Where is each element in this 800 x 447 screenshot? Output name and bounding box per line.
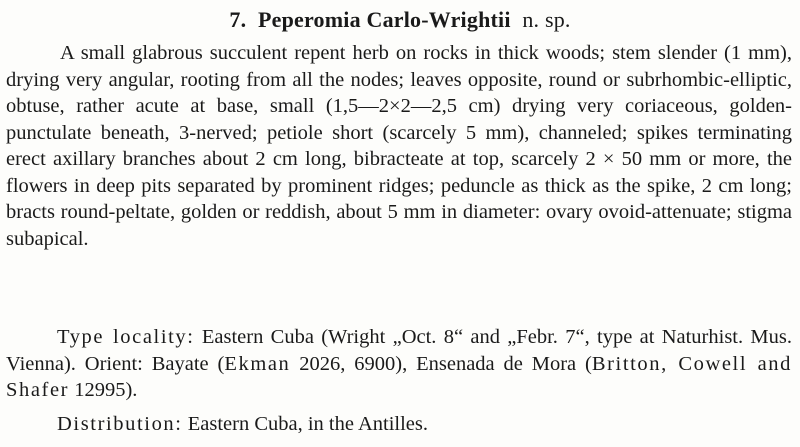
distribution-label: Distribution: — [57, 413, 183, 435]
species-number: 7. — [229, 7, 247, 32]
distribution-paragraph — [6, 411, 792, 438]
distribution-text: Eastern Cuba, in the Antilles. — [182, 413, 428, 435]
type-locality-paragraph — [6, 324, 792, 404]
collectors-britton: Britton, Cowell and Shafer — [6, 352, 793, 401]
type-locality-text-3: 12995). — [69, 379, 138, 401]
type-locality-text: Eastern Cuba (Wright „Oct. 8“ and „Febr. 7“, type at Naturhist. Mus. Vienna). Orient: Bayate ( — [6, 326, 793, 375]
collector-ekman: Ekman — [224, 352, 291, 375]
type-locality-label: Type locality: — [57, 326, 195, 348]
species-heading — [0, 6, 800, 34]
new-species-note: n. sp. — [522, 7, 571, 32]
species-description: A small glabrous succulent repent herb on rocks in thick woods; stem slender (1 mm), drying very angular, rooting from all the nodes; leaves opposite, round or subrhombic-elliptic, obtuse, rather acute at base, small (1,5—2×2—2,5 cm) drying very coriaceous, golden-punctulate beneath, 3-nerved; petiole short (scarcely 5 mm), channeled; spikes terminating erect axillary branches about 2 cm long, bibracteate at top, scarcely 2 × 50 mm or more, the flowers in deep pits separated by prominent ridges; peduncle as thick as the spike, 2 cm long; bracts round-peltate, golden or reddish, about 5 mm in diameter: ovary ovoid-attenuate; stigma subapical. — [6, 42, 792, 250]
type-locality-text-2: 2026, 6900), Ensenada de Mora ( — [290, 352, 592, 375]
species-name: Peperomia Carlo-Wrightii — [257, 7, 511, 32]
